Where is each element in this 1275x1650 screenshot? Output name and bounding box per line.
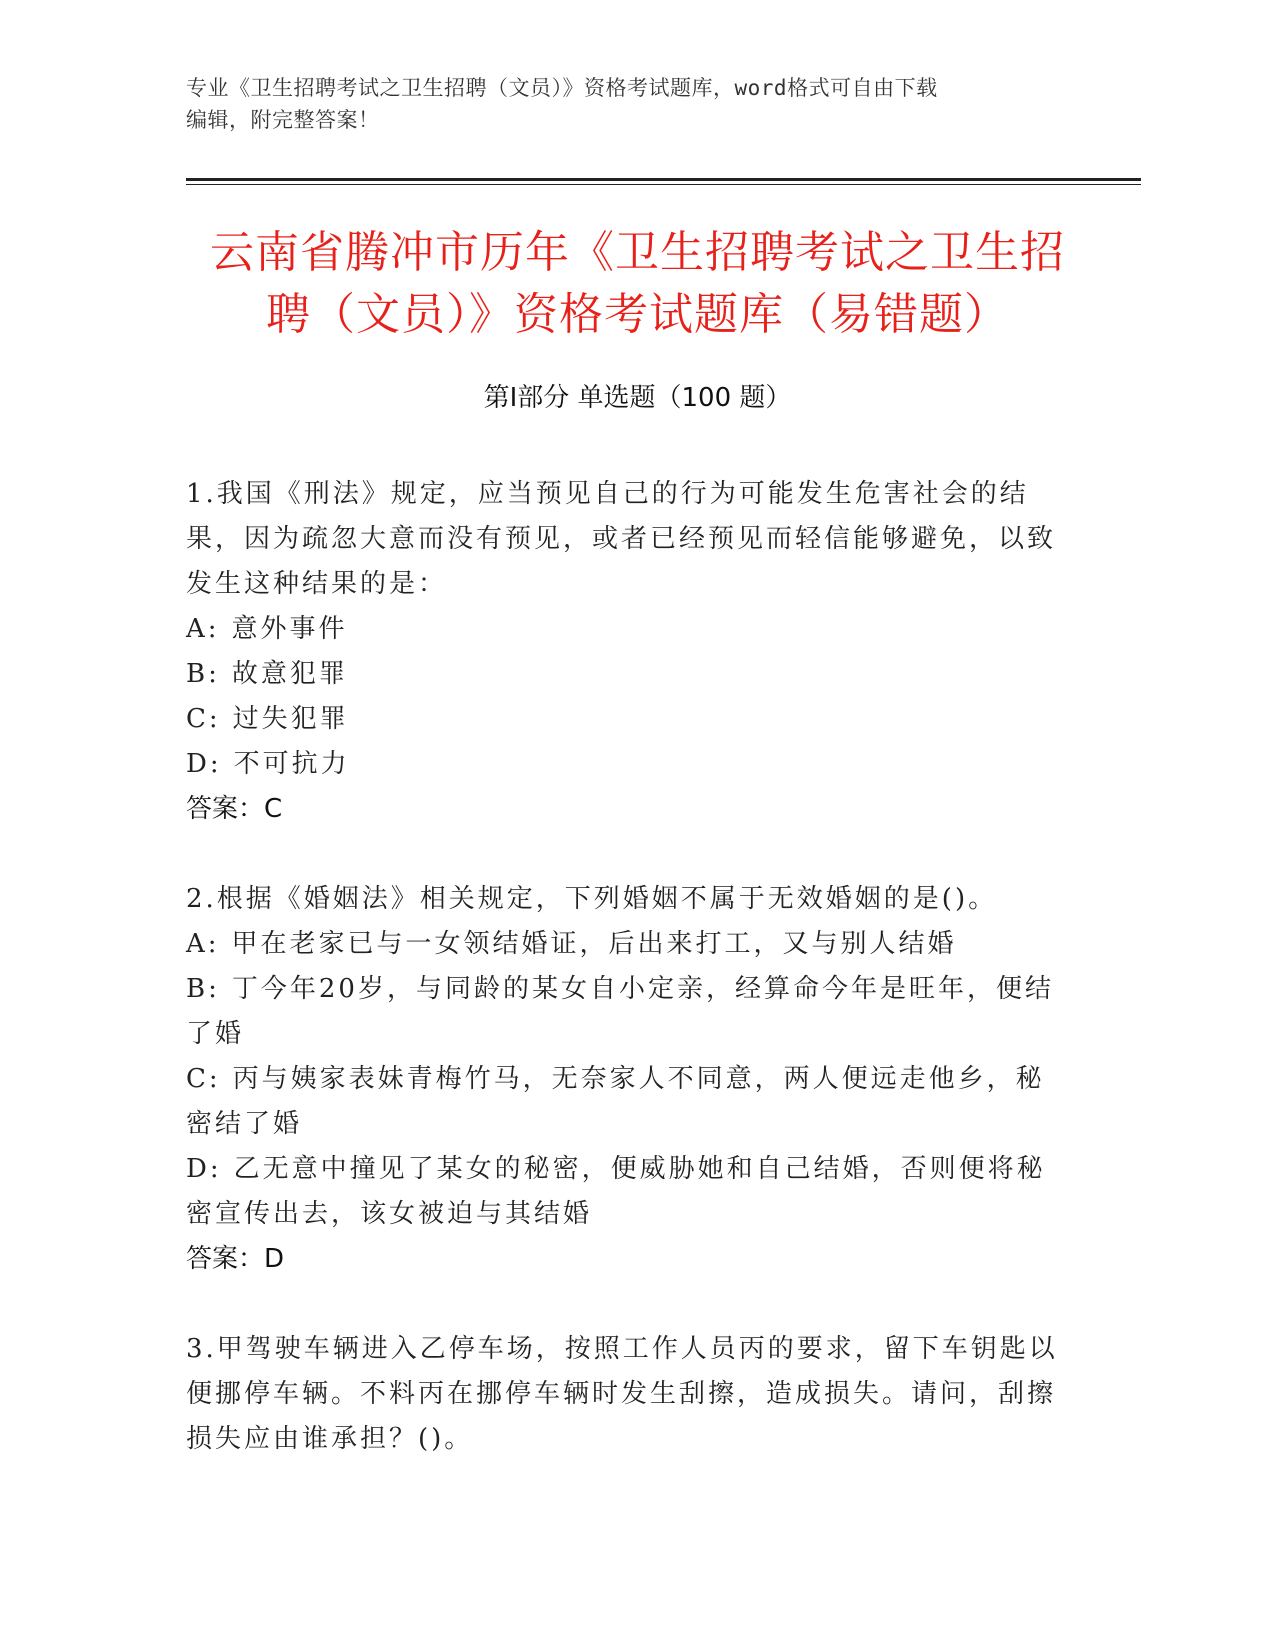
question-list [186, 472, 1066, 1507]
question-2 [186, 877, 1066, 1282]
question-3 [186, 1327, 1066, 1462]
option-text: 过失犯罪 [232, 704, 349, 734]
option-b [186, 967, 1066, 1057]
option-d [186, 1147, 1066, 1237]
header-note [186, 72, 1066, 136]
option-text: 丙与姨家表妹青梅竹马，无奈家人不同意，两人便远走他乡，秘密结了婚 [186, 1064, 1045, 1139]
answer: 答案：D [186, 1244, 285, 1274]
option-text: 甲在老家已与一女领结婚证，后出来打工，又与别人结婚 [231, 929, 957, 959]
option-letter: A: [186, 614, 220, 644]
question-1 [186, 472, 1066, 832]
document-title [150, 222, 1125, 346]
option-a [186, 922, 1066, 967]
option-letter: B: [186, 974, 220, 1004]
option-text: 丁今年20岁，与同龄的某女自小定亲，经算命今年是旺年，便结了婚 [186, 974, 1054, 1049]
question-text: 3.甲驾驶车辆进入乙停车场，按照工作人员丙的要求，留下车钥匙以便挪停车辆。不料丙在挪停车辆时发生刮擦，造成损失。请问，刮擦损失应由谁承担？()。 [186, 1334, 1058, 1454]
document-title-line-2: 聘（文员）》资格考试题库（易错题） [266, 289, 1009, 340]
option-b [186, 652, 1066, 697]
document-title-line-1: 云南省腾冲市历年《卫生招聘考试之卫生招 [210, 227, 1065, 278]
option-letter: A: [186, 929, 220, 959]
option-text: 意外事件 [231, 614, 348, 644]
header-rule-thin [186, 184, 1141, 185]
option-letter: C: [186, 1064, 221, 1094]
option-a [186, 607, 1066, 652]
option-text: 乙无意中撞见了某女的秘密，便威胁她和自己结婚，否则便将秘密宣传出去，该女被迫与其结婚 [186, 1154, 1046, 1229]
answer: 答案：C [186, 794, 283, 824]
option-d [186, 742, 1066, 787]
option-letter: C: [186, 704, 221, 734]
section-heading: 第Ⅰ部分 单选题（100 题） [483, 383, 792, 413]
option-text: 故意犯罪 [231, 659, 348, 689]
option-letter: D: [186, 749, 222, 779]
option-letter: B: [186, 659, 220, 689]
option-letter: D: [186, 1154, 222, 1184]
header-rule-thick [186, 178, 1141, 181]
header-note-line-2: 编辑，附完整答案！ [186, 108, 380, 132]
question-text: 1.我国《刑法》规定，应当预见自己的行为可能发生危害社会的结果，因为疏忽大意而没有预见，或者已经预见而轻信能够避免，以致发生这种结果的是： [186, 479, 1057, 599]
question-text: 2.根据《婚姻法》相关规定，下列婚姻不属于无效婚姻的是()。 [186, 884, 998, 914]
option-text: 不可抗力 [233, 749, 350, 779]
header-note-line-1: 专业《卫生招聘考试之卫生招聘（文员）》资格考试题库，word格式可自由下载 [186, 76, 938, 100]
option-c [186, 697, 1066, 742]
option-c [186, 1057, 1066, 1147]
